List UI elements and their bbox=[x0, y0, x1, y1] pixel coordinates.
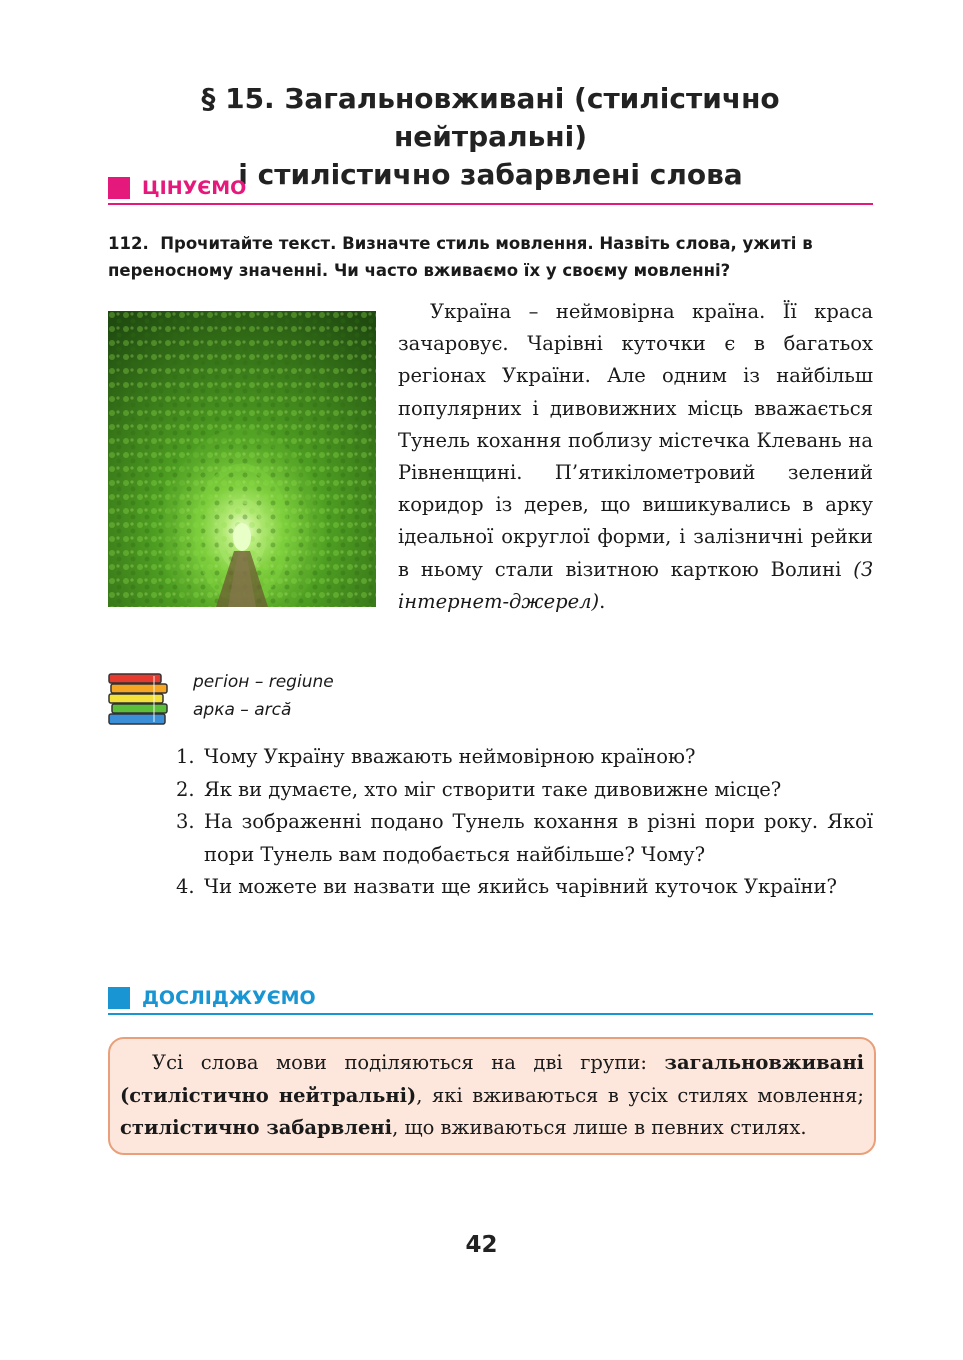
reading-end: . bbox=[599, 589, 606, 613]
rule-box bbox=[108, 1037, 876, 1155]
page-number: 42 bbox=[465, 1232, 498, 1258]
section-marker-square bbox=[108, 177, 130, 199]
section-header-research bbox=[108, 983, 873, 1015]
task-112 bbox=[108, 230, 873, 284]
question-text: Чи можете ви назвати ще якийсь чарівний куточок України? bbox=[204, 875, 837, 898]
questions-list bbox=[176, 741, 873, 904]
reading-body: Україна – неймовірна країна. Її краса зачаровує. Чарівні куточки є в багатьох регіонах України. Але одним із найбільш популярних і дивовижних місць вважається Тунель кохання поблизу містечка Клевань на Рівненщині. П’ятикілометровий зелений коридор із дерев, що вишикувались в арку ідеальної округлої форми, і залізничні рейки в ньому стали візитною карткою Волині bbox=[398, 300, 873, 581]
glossary bbox=[193, 668, 493, 724]
glossary-item: регіон – regiune bbox=[193, 672, 334, 692]
rule-text-2: , які вживаються в усіх стилях мовлення; bbox=[416, 1083, 865, 1107]
rule-term-stylistic: стилістично забарвлені bbox=[120, 1116, 393, 1139]
task-text: Прочитайте текст. Визначте стиль мовлення. Назвіть слова, ужиті в переносному значенні. Чи часто вживаємо їх у своєму мовленні? bbox=[108, 234, 813, 280]
question-number: 3. bbox=[176, 810, 195, 833]
question-item bbox=[176, 741, 873, 774]
section-label: ДОСЛІДЖУЄМО bbox=[142, 987, 316, 1009]
question-number: 1. bbox=[176, 745, 195, 768]
question-number: 4. bbox=[176, 875, 195, 898]
question-item bbox=[176, 871, 873, 904]
title-line-2: і стилістично забарвлені слова bbox=[238, 158, 743, 191]
glossary-item: арка – arcă bbox=[193, 700, 292, 720]
reading-source: (З інтернет-джерел) bbox=[398, 557, 873, 613]
task-number: 112. bbox=[108, 234, 149, 253]
question-number: 2. bbox=[176, 777, 195, 801]
rule-text-1: Усі слова мови поділяються на дві групи: bbox=[152, 1051, 665, 1074]
rule-term-neutral: загальновживані (стилістично нейтральні) bbox=[120, 1051, 864, 1107]
question-text: Як ви думаєте, хто міг створити таке дивовижне місце? bbox=[204, 777, 782, 801]
section-marker-square bbox=[108, 987, 130, 1009]
question-text: Чому Україну вважають неймовірною країною? bbox=[204, 745, 696, 768]
question-item bbox=[176, 806, 873, 871]
reading-text bbox=[398, 296, 873, 618]
rule-text-3: , що вживаються лише в певних стилях. bbox=[392, 1116, 807, 1139]
section-header-appreciate bbox=[108, 173, 873, 205]
question-text: На зображенні подано Тунель кохання в різні пори року. Якої пори Тунель вам подобається найбільше? Чому? bbox=[204, 810, 873, 866]
section-label: ЦІНУЄМО bbox=[142, 177, 247, 199]
title-line-1: § 15. Загальновживані (стилістично нейтральні) bbox=[201, 82, 780, 153]
tunnel-of-love-photo bbox=[108, 311, 376, 607]
books-dictionary-icon bbox=[108, 673, 170, 727]
question-item bbox=[176, 774, 873, 807]
